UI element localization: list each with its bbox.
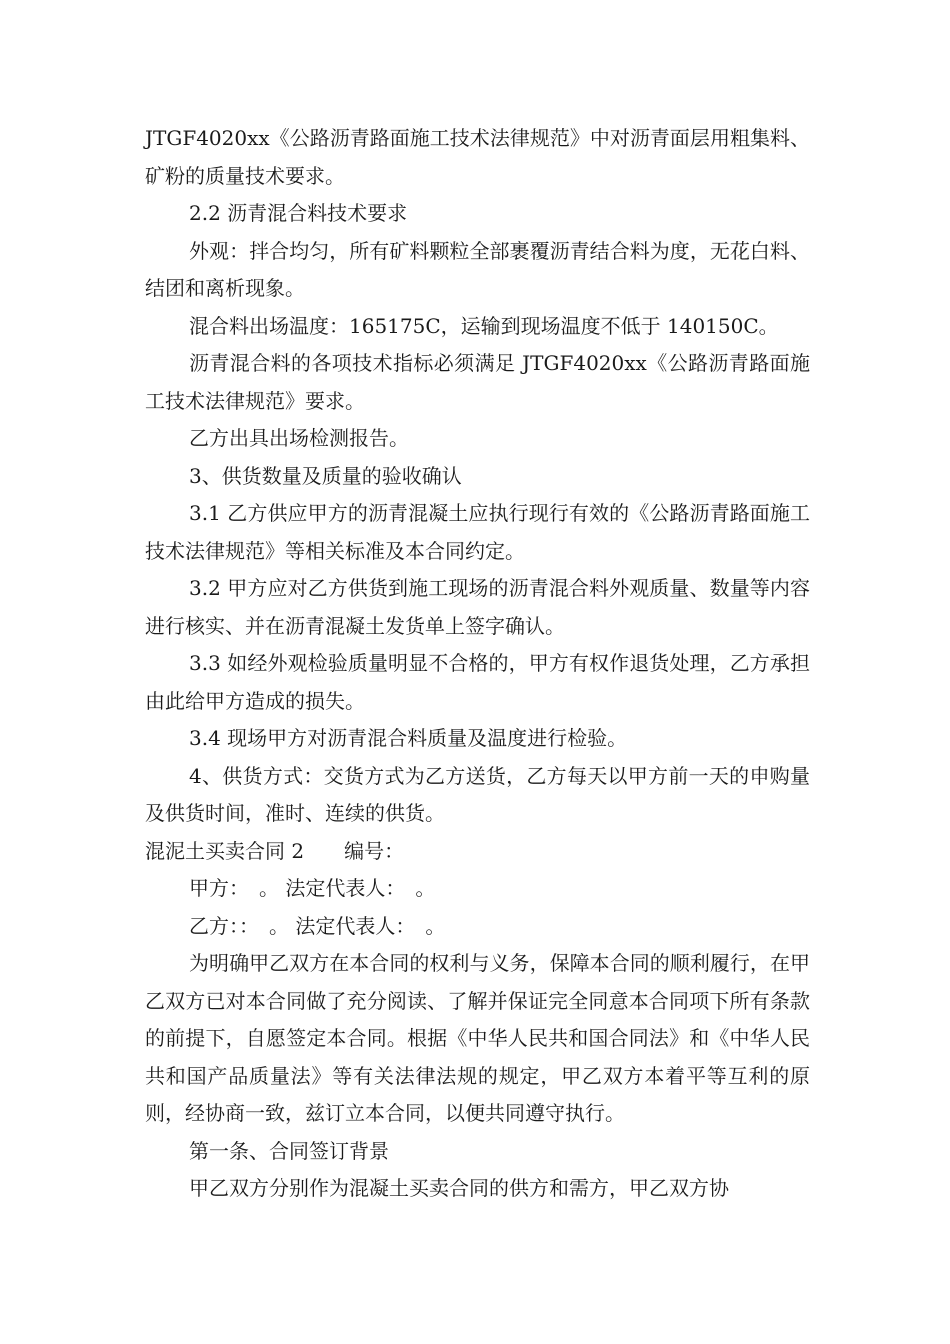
paragraph-3: 外观：拌合均匀，所有矿料颗粒全部裹覆沥青结合料为度，无花白料、结团和离析现象。 xyxy=(145,238,810,300)
contract-title-line: 混泥土买卖合同 2 编号： xyxy=(145,838,405,863)
preamble-paragraph: 为明确甲乙双方在本合同的权利与义务，保障本合同的顺利履行，在甲乙双方已对本合同做了充分阅读、了解并保证完全同意本合同项下所有条款的前提下，自愿签定本合同。根据《中华人民共和国合同法》和《中华人民共和国产品质量法》等有关法律法规的规定，甲乙双方本着平等互利的原则，经协商一致，兹订立本合同，以便共同遵守执行。 xyxy=(145,951,810,1125)
party-a-line: 甲方： 。 法定代表人： 。 xyxy=(189,876,436,900)
article-one-paragraph: 甲乙双方分别作为混凝土买卖合同的供方和需方，甲乙双方协 xyxy=(189,1176,729,1200)
paragraph-5: 沥青混合料的各项技术指标必须满足 JTGF4020xx《公路沥青路面施工技术法律规范》要求。 xyxy=(145,351,810,413)
paragraph-1: JTGF4020xx《公路沥青路面施工技术法律规范》中对沥青面层用粗集料、矿粉的质量技术要求。 xyxy=(145,126,810,188)
paragraph-6: 乙方出具出场检测报告。 xyxy=(189,426,409,450)
paragraph-2: 2.2 沥青混合料技术要求 xyxy=(189,201,408,225)
paragraph-9: 3.2 甲方应对乙方供货到施工现场的沥青混合料外观质量、数量等内容进行核实、并在沥青混凝土发货单上签字确认。 xyxy=(145,576,810,638)
paragraph-11: 3.4 现场甲方对沥青混合料质量及温度进行检验。 xyxy=(189,726,628,750)
article-one-heading: 第一条、合同签订背景 xyxy=(189,1138,389,1163)
paragraph-4: 混合料出场温度：165175C，运输到现场温度不低于 140150C。 xyxy=(189,313,779,338)
paragraph-10: 3.3 如经外观检验质量明显不合格的，甲方有权作退货处理，乙方承担由此给甲方造成的损失。 xyxy=(145,651,810,713)
paragraph-7: 3、供货数量及质量的验收确认 xyxy=(189,463,462,488)
paragraph-8: 3.1 乙方供应甲方的沥青混凝土应执行现行有效的《公路沥青路面施工技术法律规范》等相关标准及本合同约定。 xyxy=(145,501,810,563)
document-body xyxy=(145,120,810,1208)
party-b-line: 乙方：： 。 法定代表人： 。 xyxy=(189,913,446,938)
paragraph-12: 4、供货方式：交货方式为乙方送货，乙方每天以甲方前一天的申购量及供货时间，准时、连续的供货。 xyxy=(145,763,810,825)
